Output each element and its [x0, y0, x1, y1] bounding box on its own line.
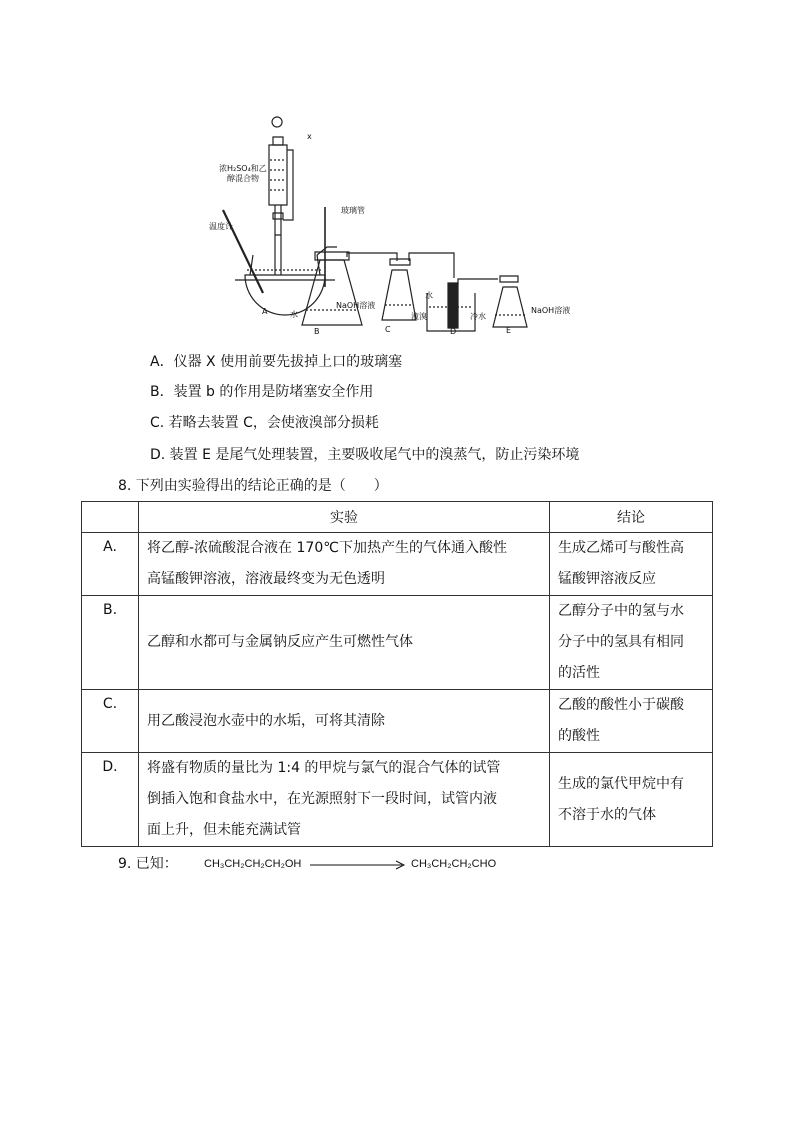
q8-table: [81, 501, 713, 847]
label-b: B: [314, 327, 320, 336]
header-blank: [82, 502, 139, 533]
label-naoh-c: NaOH溶液: [336, 301, 376, 310]
experiment-line: 倒插入饱和食盐水中，在光源照射下一段时间，试管内液: [147, 791, 497, 807]
table-row: [82, 533, 713, 596]
label-water-d: 水: [425, 291, 433, 300]
label-e: E: [506, 326, 512, 335]
experiment-cell: [139, 533, 550, 596]
conclusion-line: 不溶于水的气体: [558, 806, 656, 823]
label-naoh-e: NaOH溶液: [531, 306, 571, 315]
conclusion-cell: [550, 690, 713, 753]
experiment-line: 高锰酸钾溶液，溶液最终变为无色透明: [147, 571, 385, 587]
reaction-arrow-icon: [310, 860, 406, 870]
label-cold-water: 冷水: [470, 312, 486, 321]
q9-reactant: CH₃CH₂CH₂CH₂OH: [204, 858, 302, 870]
q9-product: CH₃CH₂CH₂CHO: [411, 858, 497, 870]
experiment-line: 乙醇和水都可与金属钠反应产生可燃性气体: [147, 634, 413, 650]
conclusion-line: 乙醇分子中的氢与水: [558, 603, 684, 619]
row-label: B.: [82, 596, 139, 690]
q9-title: 9. 已知：: [118, 856, 178, 872]
label-mix-2: 醇混合物: [227, 174, 259, 183]
experiment-cell: [139, 690, 550, 753]
experiment-line: 用乙酸浸泡水壶中的水垢，可将其清除: [147, 712, 385, 729]
row-label: C.: [82, 690, 139, 753]
label-x: x: [307, 132, 312, 141]
table-row: [82, 596, 713, 690]
conclusion-cell: [550, 753, 713, 847]
conclusion-line: 生成的氯代甲烷中有: [558, 775, 684, 792]
experiment-cell: [139, 753, 550, 847]
conclusion-cell: [550, 533, 713, 596]
q8-title: 8. 下列由实验得出的结论正确的是（ ）: [118, 478, 388, 494]
conclusion-cell: [550, 596, 713, 690]
label-glass-tube: 玻璃管: [341, 206, 365, 215]
conclusion-line: 的活性: [558, 665, 600, 681]
experiment-line: 将盛有物质的量比为 1:4 的甲烷与氯气的混合气体的试管: [147, 760, 501, 776]
apparatus-diagram: [195, 115, 595, 340]
conclusion-line: 乙酸的酸性小于碳酸: [558, 697, 684, 713]
q7-option-b: B．装置 b 的作用是防堵塞安全作用: [150, 384, 374, 400]
conclusion-line: 生成乙烯可与酸性高: [558, 540, 684, 556]
q7-option-a: A．仪器 X 使用前要先拔掉上口的玻璃塞: [150, 354, 403, 370]
row-label: A.: [82, 533, 139, 596]
row-label: D.: [82, 753, 139, 847]
label-bromine: 液溴: [411, 312, 427, 321]
experiment-line: 面上升，但未能充满试管: [147, 822, 301, 838]
experiment-cell: [139, 596, 550, 690]
table-row: [82, 753, 713, 847]
table-row: [82, 690, 713, 753]
conclusion-line: 锰酸钾溶液反应: [558, 571, 656, 587]
label-c: C: [385, 325, 391, 334]
conclusion-line: 分子中的氢具有相同: [558, 634, 684, 650]
label-water-b: 水: [290, 310, 298, 319]
q7-option-d: D. 装置 E 是尾气处理装置，主要吸收尾气中的溴蒸气，防止污染环境: [150, 447, 580, 463]
label-mix-1: 浓H₂SO₄和乙: [219, 164, 267, 173]
label-a: A: [262, 307, 268, 316]
header-experiment: 实验: [139, 502, 550, 533]
header-conclusion: 结论: [550, 502, 713, 533]
label-d: D: [450, 327, 457, 336]
table-header-row: [82, 502, 713, 533]
experiment-line: 将乙醇-浓硫酸混合液在 170℃下加热产生的气体通入酸性: [147, 540, 507, 556]
q7-option-c: C. 若略去装置 C，会使液溴部分损耗: [150, 415, 379, 431]
label-thermometer: 温度计: [209, 222, 233, 231]
conclusion-line: 的酸性: [558, 728, 600, 744]
